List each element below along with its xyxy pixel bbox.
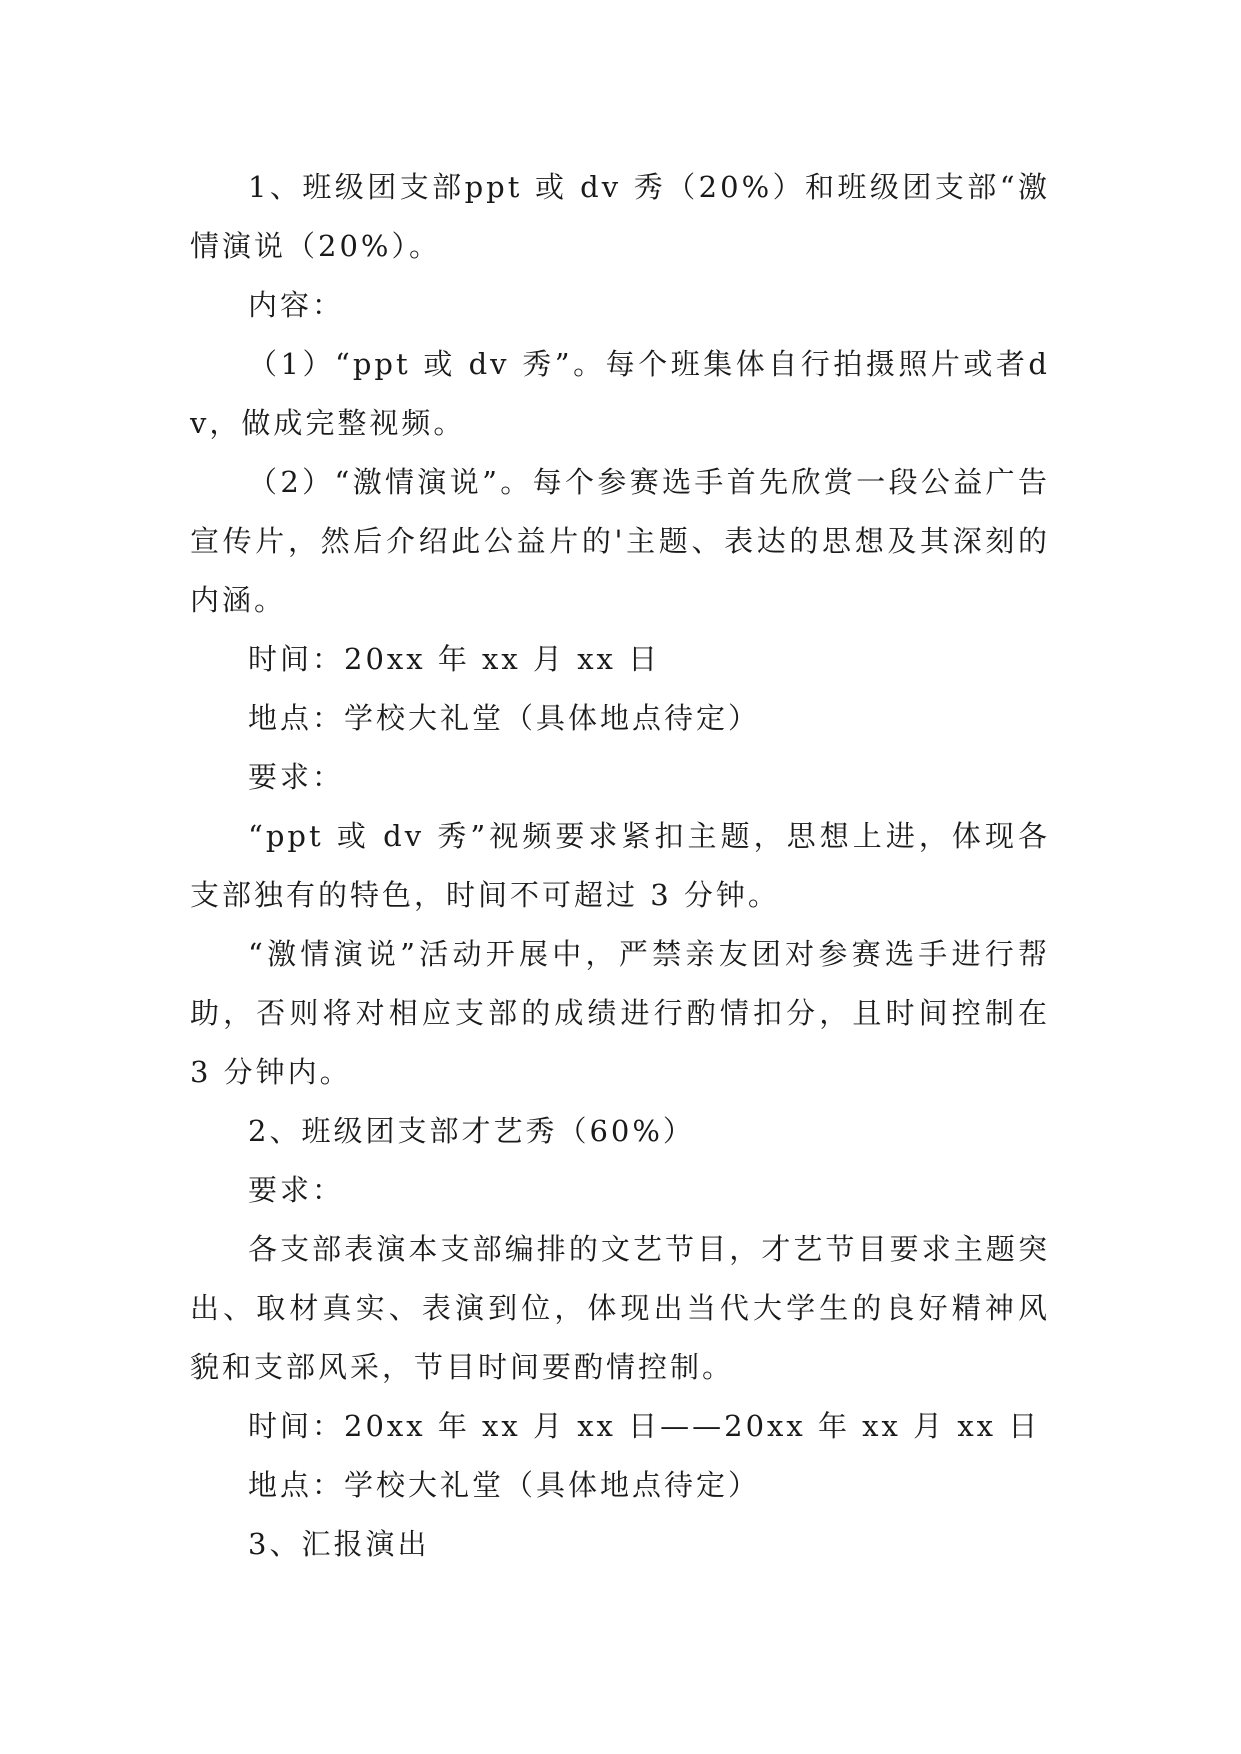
paragraph-video-requirements: “ppt 或 dv 秀”视频要求紧扣主题，思想上进，体现各支部独有的特色，时间不可超过 3 分钟。 bbox=[190, 819, 1050, 912]
paragraph-time-1: 时间：20xx 年 xx 月 xx 日 bbox=[248, 642, 661, 676]
paragraph-ppt-dv-show: （1）“ppt 或 dv 秀”。每个班集体自行拍摄照片或者dv，做成完整视频。 bbox=[190, 347, 1050, 440]
paragraph-item-1-ppt-dv: 1、班级团支部ppt 或 dv 秀（20%）和班级团支部“激情演说（20%）。 bbox=[190, 170, 1050, 263]
paragraph-requirements-label-2: 要求： bbox=[248, 1173, 345, 1207]
paragraph-item-2-talent-show: 2、班级团支部才艺秀（60%） bbox=[248, 1114, 695, 1148]
paragraph-speech-requirements: “激情演说”活动开展中，严禁亲友团对参赛选手进行帮助，否则将对相应支部的成绩进行酌情扣分，且时间控制在 3 分钟内。 bbox=[190, 937, 1050, 1089]
paragraph-location-1: 地点：学校大礼堂（具体地点待定） bbox=[248, 701, 761, 735]
paragraph-talent-requirements: 各支部表演本支部编排的文艺节目，才艺节目要求主题突出、取材真实、表演到位，体现出当代大学生的良好精神风貌和支部风采，节目时间要酌情控制。 bbox=[190, 1232, 1050, 1384]
document-body bbox=[190, 158, 1050, 1574]
paragraph-item-3-report-performance: 3、汇报演出 bbox=[248, 1527, 430, 1561]
paragraph-location-2: 地点：学校大礼堂（具体地点待定） bbox=[248, 1468, 761, 1502]
paragraph-requirements-label-1: 要求： bbox=[248, 760, 345, 794]
paragraph-time-2: 时间：20xx 年 xx 月 xx 日——20xx 年 xx 月 xx 日 bbox=[248, 1409, 1041, 1443]
paragraph-content-label: 内容： bbox=[248, 288, 345, 322]
paragraph-passion-speech: （2）“激情演说”。每个参赛选手首先欣赏一段公益广告宣传片，然后介绍此公益片的'主题、表达的思想及其深刻的内涵。 bbox=[190, 465, 1050, 617]
